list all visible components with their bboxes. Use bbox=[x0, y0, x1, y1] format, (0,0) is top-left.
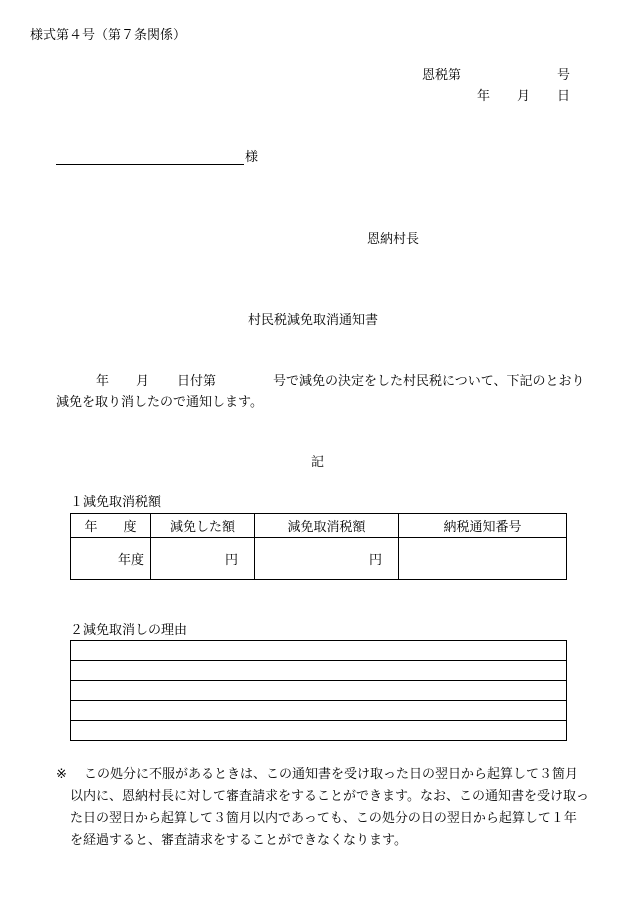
date-month: 月 bbox=[517, 89, 531, 104]
reason-cell bbox=[71, 701, 567, 721]
cell-year: 年度 bbox=[71, 538, 151, 580]
ki-label: 記 bbox=[311, 455, 325, 470]
reason-row bbox=[71, 681, 567, 701]
date-year: 年 bbox=[477, 89, 491, 104]
note-line4: を経過すると、審査請求をすることができなくなります。 bbox=[70, 833, 407, 848]
note-line2: 以内に、恩納村長に対して審査請求をすることができます。なお、この通知書を受け取っ bbox=[70, 789, 589, 804]
reason-row bbox=[71, 641, 567, 661]
doc-number-prefix: 恩税第 bbox=[422, 68, 462, 83]
body-month: 月 bbox=[136, 374, 150, 389]
body-date-no: 日付第 bbox=[177, 374, 217, 389]
tax-table-row bbox=[71, 538, 567, 580]
date-day: 日 bbox=[557, 89, 571, 104]
body-year: 年 bbox=[96, 374, 110, 389]
reason-table bbox=[70, 640, 567, 741]
col-year: 年 度 bbox=[71, 514, 151, 538]
issuer: 恩納村長 bbox=[367, 232, 420, 247]
col-revoked-amount: 減免取消税額 bbox=[255, 514, 399, 538]
section2-heading: ２減免取消しの理由 bbox=[70, 623, 188, 638]
form-label: 様式第４号（第７条関係） bbox=[30, 28, 187, 43]
addressee-suffix: 様 bbox=[245, 150, 259, 165]
reason-cell bbox=[71, 661, 567, 681]
cell-reduced-amount: 円 bbox=[151, 538, 255, 580]
reason-cell bbox=[71, 721, 567, 741]
note-mark: ※ bbox=[56, 767, 67, 782]
reason-row bbox=[71, 721, 567, 741]
addressee-line bbox=[56, 164, 244, 165]
page-title: 村民税減免取消通知書 bbox=[248, 313, 379, 328]
tax-table-header-row bbox=[71, 514, 567, 538]
body-line1-rest: 号で減免の決定をした村民税について、下記のとおり bbox=[273, 374, 585, 389]
note-line3: た日の翌日から起算して３箇月以内であっても、この処分の日の翌日から起算して１年 bbox=[70, 811, 577, 826]
reason-cell bbox=[71, 681, 567, 701]
body-line2: 減免を取り消したので通知します。 bbox=[56, 395, 263, 410]
section1-heading: １減免取消税額 bbox=[70, 495, 162, 510]
reason-row bbox=[71, 661, 567, 681]
note-line1: この処分に不服があるときは、この通知書を受け取った日の翌日から起算して３箇月 bbox=[84, 767, 579, 782]
doc-number-suffix: 号 bbox=[557, 68, 571, 83]
cell-notice-number bbox=[399, 538, 567, 580]
tax-table bbox=[70, 513, 567, 580]
col-notice-number: 納税通知番号 bbox=[399, 514, 567, 538]
cell-revoked-amount: 円 bbox=[255, 538, 399, 580]
reason-cell bbox=[71, 641, 567, 661]
col-reduced-amount: 減免した額 bbox=[151, 514, 255, 538]
reason-row bbox=[71, 701, 567, 721]
